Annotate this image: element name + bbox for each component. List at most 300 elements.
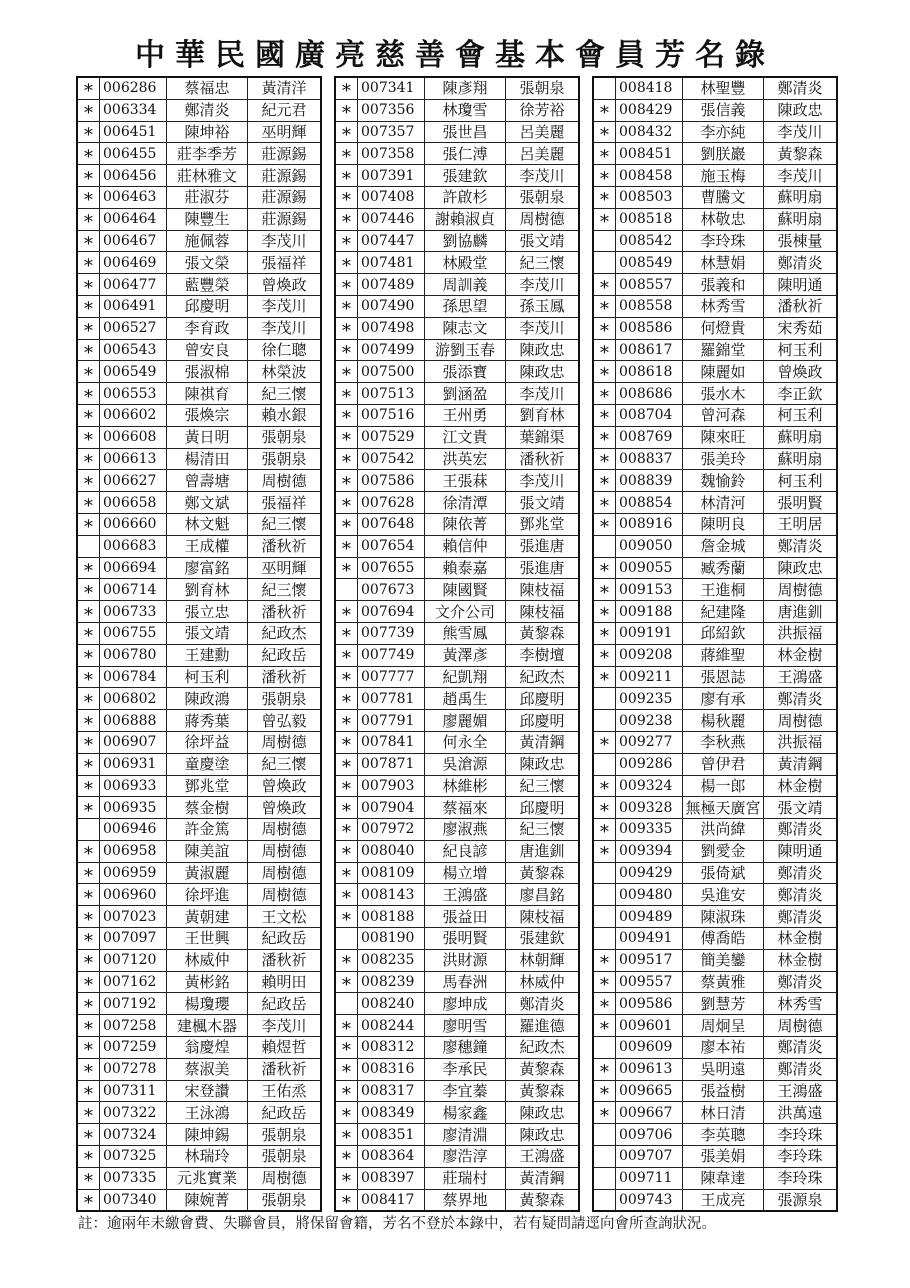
member-mark: ∗ <box>593 426 616 448</box>
member-number: 007529 <box>358 426 425 448</box>
member-number: 008618 <box>616 361 683 383</box>
member-mark: ∗ <box>77 731 100 753</box>
member-number: 006733 <box>100 601 167 623</box>
member-number: 008190 <box>358 928 425 950</box>
member-sponsor: 鄭清炎 <box>764 819 838 841</box>
member-name: 陳美誼 <box>167 840 248 862</box>
member-mark: ∗ <box>335 1015 358 1037</box>
table-row <box>77 862 321 884</box>
member-sponsor: 陳政忠 <box>506 753 580 775</box>
member-name: 莊林雅文 <box>167 165 248 187</box>
member-mark: ∗ <box>77 862 100 884</box>
table-row <box>593 426 837 448</box>
member-number: 007162 <box>100 971 167 993</box>
table-row <box>335 601 579 623</box>
member-mark: ∗ <box>335 492 358 514</box>
table-row <box>77 1167 321 1189</box>
table-row <box>593 470 837 492</box>
table-row <box>77 601 321 623</box>
table-row <box>77 339 321 361</box>
table-row <box>77 1124 321 1146</box>
member-sponsor: 張文靖 <box>506 492 580 514</box>
member-sponsor: 羅進德 <box>506 1015 580 1037</box>
member-number: 009286 <box>616 753 683 775</box>
member-mark: ∗ <box>77 295 100 317</box>
member-number: 006935 <box>100 797 167 819</box>
member-mark: ∗ <box>335 1124 358 1146</box>
member-number: 009208 <box>616 644 683 666</box>
member-mark: ∗ <box>335 1189 358 1211</box>
member-mark: ∗ <box>77 1015 100 1037</box>
member-number: 006683 <box>100 535 167 557</box>
member-name: 陳依菁 <box>425 513 506 535</box>
member-sponsor: 李茂川 <box>764 121 838 143</box>
table-row <box>335 295 579 317</box>
member-sponsor: 洪萬遠 <box>764 1102 838 1124</box>
member-sponsor: 黃黎森 <box>506 622 580 644</box>
member-mark: ∗ <box>335 557 358 579</box>
member-mark: ∗ <box>77 1080 100 1102</box>
member-mark <box>335 928 358 950</box>
member-sponsor: 巫明輝 <box>248 121 322 143</box>
member-number: 009665 <box>616 1080 683 1102</box>
table-row <box>593 361 837 383</box>
member-name: 熊雪鳳 <box>425 622 506 644</box>
table-row <box>335 688 579 710</box>
table-row <box>77 77 321 99</box>
member-name: 徐清潭 <box>425 492 506 514</box>
member-number: 008240 <box>358 993 425 1015</box>
table-row <box>335 797 579 819</box>
table-row <box>593 383 837 405</box>
table-row <box>593 448 837 470</box>
table-row <box>335 274 579 296</box>
member-name: 陳婉菁 <box>167 1189 248 1211</box>
member-number: 009277 <box>616 731 683 753</box>
member-name: 李亦純 <box>683 121 764 143</box>
member-sponsor: 張朝泉 <box>248 426 322 448</box>
member-name: 張煥宗 <box>167 404 248 426</box>
member-name: 詹金城 <box>683 535 764 557</box>
member-number: 008542 <box>616 230 683 252</box>
member-sponsor: 李茂川 <box>506 383 580 405</box>
table-row <box>77 470 321 492</box>
member-mark: ∗ <box>77 1102 100 1124</box>
member-sponsor: 陳政忠 <box>506 1124 580 1146</box>
member-mark: ∗ <box>77 753 100 775</box>
member-mark: ∗ <box>77 252 100 274</box>
member-number: 007739 <box>358 622 425 644</box>
member-sponsor: 鄧兆堂 <box>506 513 580 535</box>
member-sponsor: 張朝泉 <box>506 186 580 208</box>
member-mark <box>593 862 616 884</box>
member-number: 008617 <box>616 339 683 361</box>
table-row <box>77 644 321 666</box>
member-sponsor: 林金樹 <box>764 775 838 797</box>
member-mark: ∗ <box>335 1102 358 1124</box>
member-sponsor: 鄭清炎 <box>764 77 838 99</box>
table-row <box>593 753 837 775</box>
member-sponsor: 鄭清炎 <box>764 862 838 884</box>
member-number: 007972 <box>358 819 425 841</box>
member-number: 007120 <box>100 949 167 971</box>
member-number: 006694 <box>100 557 167 579</box>
member-number: 007516 <box>358 404 425 426</box>
member-number: 006613 <box>100 448 167 470</box>
member-name: 曾壽塘 <box>167 470 248 492</box>
member-sponsor: 李茂川 <box>248 317 322 339</box>
member-number: 007391 <box>358 165 425 187</box>
member-mark: ∗ <box>77 557 100 579</box>
member-mark <box>593 77 616 99</box>
member-mark: ∗ <box>335 753 358 775</box>
member-sponsor: 周樹德 <box>248 819 322 841</box>
member-number: 007481 <box>358 252 425 274</box>
member-mark: ∗ <box>335 121 358 143</box>
member-number: 007498 <box>358 317 425 339</box>
table-row <box>335 1102 579 1124</box>
table-row <box>593 884 837 906</box>
member-sponsor: 賴煜哲 <box>248 1037 322 1059</box>
member-name: 廖清淵 <box>425 1124 506 1146</box>
table-row <box>77 819 321 841</box>
member-number: 007324 <box>100 1124 167 1146</box>
member-name: 林維彬 <box>425 775 506 797</box>
member-number: 007648 <box>358 513 425 535</box>
member-sponsor: 林秀雪 <box>764 993 838 1015</box>
table-row <box>335 186 579 208</box>
table-row <box>335 1058 579 1080</box>
table-row <box>593 274 837 296</box>
member-number: 006907 <box>100 731 167 753</box>
member-sponsor: 林榮波 <box>248 361 322 383</box>
table-row <box>77 753 321 775</box>
table-row <box>77 1102 321 1124</box>
member-number: 006780 <box>100 644 167 666</box>
member-name: 劉朕巖 <box>683 143 764 165</box>
table-row <box>77 186 321 208</box>
member-mark: ∗ <box>335 601 358 623</box>
member-name: 張益樹 <box>683 1080 764 1102</box>
member-name: 紀凱翔 <box>425 666 506 688</box>
member-sponsor: 蘇明扇 <box>764 448 838 470</box>
member-name: 王建勳 <box>167 644 248 666</box>
member-mark <box>593 753 616 775</box>
member-mark: ∗ <box>593 579 616 601</box>
member-name: 黃淑麗 <box>167 862 248 884</box>
member-name: 楊一郎 <box>683 775 764 797</box>
member-mark: ∗ <box>77 906 100 928</box>
member-name: 賴信仲 <box>425 535 506 557</box>
member-sponsor: 洪振福 <box>764 622 838 644</box>
member-number: 008503 <box>616 186 683 208</box>
member-sponsor: 廖昌銘 <box>506 884 580 906</box>
member-sponsor: 紀元君 <box>248 99 322 121</box>
table-row <box>593 230 837 252</box>
member-mark <box>77 819 100 841</box>
member-sponsor: 周樹德 <box>248 862 322 884</box>
member-name: 張添寶 <box>425 361 506 383</box>
table-row <box>335 383 579 405</box>
member-name: 文介公司 <box>425 601 506 623</box>
member-number: 007259 <box>100 1037 167 1059</box>
member-name: 蔡福來 <box>425 797 506 819</box>
member-sponsor: 莊源錫 <box>248 165 322 187</box>
member-mark: ∗ <box>77 143 100 165</box>
member-number: 008839 <box>616 470 683 492</box>
member-number: 008316 <box>358 1058 425 1080</box>
member-name: 黃朝建 <box>167 906 248 928</box>
member-name: 鄭文斌 <box>167 492 248 514</box>
member-number: 008364 <box>358 1146 425 1168</box>
table-row <box>593 557 837 579</box>
member-number: 008704 <box>616 404 683 426</box>
member-name: 曹騰文 <box>683 186 764 208</box>
member-sponsor: 張明賢 <box>764 492 838 514</box>
table-row <box>77 535 321 557</box>
table-row <box>77 361 321 383</box>
member-name: 鄭清炎 <box>167 99 248 121</box>
table-row <box>335 165 579 187</box>
table-row <box>593 688 837 710</box>
member-number: 008244 <box>358 1015 425 1037</box>
member-sponsor: 陳枝福 <box>506 579 580 601</box>
member-sponsor: 陳明通 <box>764 840 838 862</box>
table-row <box>77 252 321 274</box>
member-mark: ∗ <box>335 77 358 99</box>
member-mark: ∗ <box>593 775 616 797</box>
table-row <box>593 339 837 361</box>
member-name: 張水木 <box>683 383 764 405</box>
table-row <box>77 710 321 732</box>
member-mark: ∗ <box>335 1080 358 1102</box>
member-number: 009586 <box>616 993 683 1015</box>
table-row <box>77 1037 321 1059</box>
member-sponsor: 紀三懷 <box>506 775 580 797</box>
table-row <box>77 731 321 753</box>
member-number: 006467 <box>100 230 167 252</box>
member-mark: ∗ <box>77 186 100 208</box>
member-sponsor: 紀三懷 <box>248 383 322 405</box>
member-name: 吳進安 <box>683 884 764 906</box>
member-mark: ∗ <box>335 949 358 971</box>
member-number: 008188 <box>358 906 425 928</box>
member-number: 009557 <box>616 971 683 993</box>
member-sponsor: 徐芳裕 <box>506 99 580 121</box>
member-number: 007341 <box>358 77 425 99</box>
member-mark: ∗ <box>77 339 100 361</box>
member-mark: ∗ <box>335 1146 358 1168</box>
member-mark: ∗ <box>593 1102 616 1124</box>
table-row <box>335 753 579 775</box>
table-row <box>335 1015 579 1037</box>
member-mark: ∗ <box>77 230 100 252</box>
member-name: 張恩誌 <box>683 666 764 688</box>
member-name: 無極天廣宮 <box>683 797 764 819</box>
member-name: 建楓木器 <box>167 1015 248 1037</box>
member-mark <box>593 1189 616 1211</box>
table-row <box>593 1015 837 1037</box>
member-column-1 <box>76 76 322 1212</box>
member-name: 林瑞玲 <box>167 1146 248 1168</box>
member-sponsor: 曾煥政 <box>248 274 322 296</box>
member-name: 孫思望 <box>425 295 506 317</box>
member-name: 林敬忠 <box>683 208 764 230</box>
member-name: 林清河 <box>683 492 764 514</box>
member-number: 006286 <box>100 77 167 99</box>
table-row <box>335 470 579 492</box>
member-name: 李承民 <box>425 1058 506 1080</box>
member-name: 臧秀蘭 <box>683 557 764 579</box>
member-mark: ∗ <box>335 295 358 317</box>
member-name: 簡美鑾 <box>683 949 764 971</box>
table-row <box>593 317 837 339</box>
table-row <box>335 731 579 753</box>
member-sponsor: 周樹德 <box>248 1167 322 1189</box>
table-row <box>77 928 321 950</box>
member-name: 廖有承 <box>683 688 764 710</box>
table-row <box>593 492 837 514</box>
member-sponsor: 黃黎森 <box>764 143 838 165</box>
member-sponsor: 林威仲 <box>506 971 580 993</box>
member-mark: ∗ <box>593 513 616 535</box>
member-number: 006960 <box>100 884 167 906</box>
member-sponsor: 巫明輝 <box>248 557 322 579</box>
table-row <box>77 426 321 448</box>
member-number: 008040 <box>358 840 425 862</box>
member-number: 007777 <box>358 666 425 688</box>
member-mark: ∗ <box>335 448 358 470</box>
member-name: 陳淑珠 <box>683 906 764 928</box>
member-name: 張文靖 <box>167 622 248 644</box>
table-row <box>77 1015 321 1037</box>
member-name: 張義和 <box>683 274 764 296</box>
member-sponsor: 曾煥政 <box>248 797 322 819</box>
member-sponsor: 邱慶明 <box>506 710 580 732</box>
member-name: 林慧娟 <box>683 252 764 274</box>
member-number: 008397 <box>358 1167 425 1189</box>
member-sponsor: 呂美麗 <box>506 121 580 143</box>
table-row <box>335 404 579 426</box>
member-sponsor: 李茂川 <box>506 317 580 339</box>
member-number: 009238 <box>616 710 683 732</box>
member-sponsor: 鄭清炎 <box>764 1058 838 1080</box>
member-number: 008458 <box>616 165 683 187</box>
member-mark: ∗ <box>335 470 358 492</box>
member-sponsor: 周樹德 <box>506 208 580 230</box>
member-mark: ∗ <box>77 884 100 906</box>
member-sponsor: 潘秋祈 <box>248 1058 322 1080</box>
member-number: 008239 <box>358 971 425 993</box>
member-name: 蔡福忠 <box>167 77 248 99</box>
member-name: 王張菻 <box>425 470 506 492</box>
member-sponsor: 黃黎森 <box>506 1080 580 1102</box>
table-row <box>77 993 321 1015</box>
member-sponsor: 周樹德 <box>764 1015 838 1037</box>
member-name: 馬春洲 <box>425 971 506 993</box>
member-mark: ∗ <box>335 339 358 361</box>
member-number: 008312 <box>358 1037 425 1059</box>
member-name: 翁慶煌 <box>167 1037 248 1059</box>
member-sponsor: 潘秋祈 <box>764 295 838 317</box>
member-name: 廖浩淳 <box>425 1146 506 1168</box>
member-mark: ∗ <box>335 1037 358 1059</box>
member-sponsor: 蘇明扇 <box>764 426 838 448</box>
member-mark: ∗ <box>335 1167 358 1189</box>
member-number: 008558 <box>616 295 683 317</box>
member-mark: ∗ <box>593 1015 616 1037</box>
member-name: 紀建隆 <box>683 601 764 623</box>
member-number: 009050 <box>616 535 683 557</box>
member-name: 李育政 <box>167 317 248 339</box>
member-number: 008418 <box>616 77 683 99</box>
table-row <box>77 448 321 470</box>
member-number: 009480 <box>616 884 683 906</box>
member-number: 008235 <box>358 949 425 971</box>
member-mark <box>593 688 616 710</box>
member-number: 006888 <box>100 710 167 732</box>
member-name: 林秀雪 <box>683 295 764 317</box>
member-number: 006714 <box>100 579 167 601</box>
member-sponsor: 李茂川 <box>248 295 322 317</box>
member-mark <box>77 535 100 557</box>
member-number: 007655 <box>358 557 425 579</box>
member-name: 游劉玉春 <box>425 339 506 361</box>
table-row <box>77 208 321 230</box>
member-name: 楊家鑫 <box>425 1102 506 1124</box>
member-name: 張美玲 <box>683 448 764 470</box>
member-name: 陳政鴻 <box>167 688 248 710</box>
member-number: 008349 <box>358 1102 425 1124</box>
member-sponsor: 周樹德 <box>248 840 322 862</box>
member-name: 邱紹欽 <box>683 622 764 644</box>
table-row <box>335 513 579 535</box>
member-number: 007841 <box>358 731 425 753</box>
table-row <box>335 317 579 339</box>
member-mark: ∗ <box>77 448 100 470</box>
member-number: 006931 <box>100 753 167 775</box>
member-sponsor: 唐進釧 <box>506 840 580 862</box>
member-name: 廖穗鐘 <box>425 1037 506 1059</box>
member-name: 魏愉鈴 <box>683 470 764 492</box>
table-row <box>593 1080 837 1102</box>
member-number: 009429 <box>616 862 683 884</box>
member-sponsor: 紀三懷 <box>248 579 322 601</box>
member-number: 009489 <box>616 906 683 928</box>
member-sponsor: 陳政忠 <box>506 1102 580 1124</box>
member-name: 洪英宏 <box>425 448 506 470</box>
member-name: 黃澤彥 <box>425 644 506 666</box>
member-name: 陳麗如 <box>683 361 764 383</box>
member-number: 006527 <box>100 317 167 339</box>
member-mark: ∗ <box>593 361 616 383</box>
table-row <box>593 1146 837 1168</box>
member-sponsor: 紀三懷 <box>506 819 580 841</box>
member-number: 009191 <box>616 622 683 644</box>
member-name: 陳來旺 <box>683 426 764 448</box>
member-sponsor: 王鴻盛 <box>764 666 838 688</box>
member-name: 洪財源 <box>425 949 506 971</box>
member-name: 林聖豐 <box>683 77 764 99</box>
member-name: 周訓義 <box>425 274 506 296</box>
member-mark: ∗ <box>593 274 616 296</box>
member-sponsor: 紀政杰 <box>248 622 322 644</box>
member-sponsor: 陳明通 <box>764 274 838 296</box>
member-mark: ∗ <box>593 448 616 470</box>
member-sponsor: 張源泉 <box>764 1189 838 1211</box>
member-mark: ∗ <box>77 644 100 666</box>
member-name: 蔡淑美 <box>167 1058 248 1080</box>
